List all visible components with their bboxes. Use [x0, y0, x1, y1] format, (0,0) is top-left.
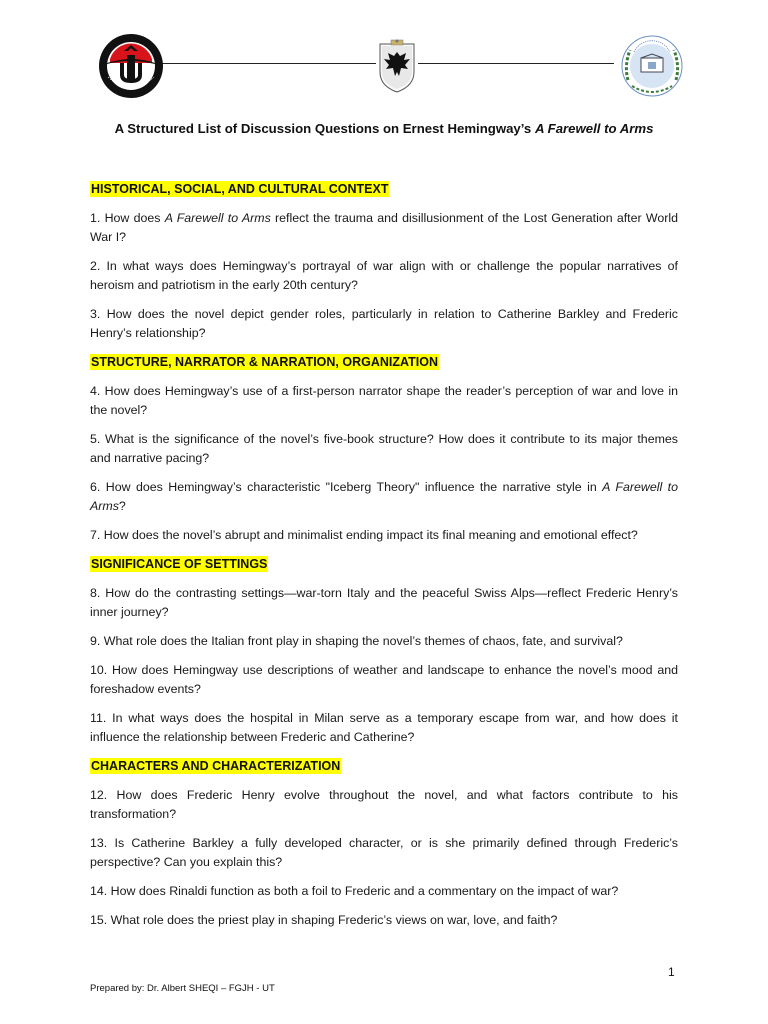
- section-heading: SIGNIFICANCE OF SETTINGS: [91, 557, 268, 571]
- discussion-question: [90, 911, 678, 930]
- document-title: [0, 121, 768, 136]
- discussion-question: [90, 209, 678, 247]
- university-of-tirana-seal-icon: [98, 33, 164, 99]
- title-book: A Farewell to Arms: [534, 121, 654, 136]
- question-text: 12. How does Frederic Henry evolve throughout the novel, and what factors contribute to his transformation?: [90, 788, 678, 821]
- page-number: 1: [668, 965, 675, 979]
- question-text: 4. How does Hemingway’s use of a first-person narrator shape the reader’s perception of war and love in the novel?: [90, 384, 678, 417]
- albanian-coat-of-arms-icon: [376, 38, 418, 94]
- letterhead: [0, 0, 768, 110]
- discussion-question: [90, 709, 678, 747]
- question-text: A Farewell to Arms: [90, 480, 678, 513]
- discussion-question: [90, 382, 678, 420]
- discussion-question: [90, 305, 678, 343]
- discussion-question: [90, 632, 678, 651]
- title-prefix: A Structured List of Discussion Questions on Ernest Hemingway’s: [114, 121, 535, 136]
- question-text: 7. How does the novel’s abrupt and minimalist ending impact its final meaning and emotional effect?: [90, 528, 638, 542]
- section-heading: HISTORICAL, SOCIAL, AND CULTURAL CONTEXT: [91, 182, 389, 196]
- question-text: 9. What role does the Italian front play in shaping the novel’s themes of chaos, fate, and survival?: [90, 634, 623, 648]
- header-rule-right: [418, 63, 614, 64]
- section-heading: CHARACTERS AND CHARACTERIZATION: [91, 759, 341, 773]
- discussion-question: [90, 430, 678, 468]
- question-text: 6. How does Hemingway’s characteristic "Iceberg Theory" influence the narrative style in: [90, 480, 603, 494]
- discussion-question: [90, 834, 678, 872]
- faculty-laurel-seal-icon: [614, 30, 690, 102]
- discussion-question: [90, 882, 678, 901]
- question-text: 14. How does Rinaldi function as both a foil to Frederic and a commentary on the impact of war?: [90, 884, 619, 898]
- question-text: 8. How do the contrasting settings—war-torn Italy and the peaceful Swiss Alps—reflect Frederic Henry’s inner journey?: [90, 586, 678, 619]
- question-text: 11. In what ways does the hospital in Milan serve as a temporary escape from war, and how does it influence the relationship between Frederic and Catherine?: [90, 711, 678, 744]
- question-text: reflect the trauma and disillusionment of the Lost Generation after World War I?: [90, 211, 678, 244]
- header-rule-left: [160, 63, 376, 64]
- question-text: 5. What is the significance of the novel’s five-book structure? How does it contribute to its major themes and narrative pacing?: [90, 432, 678, 465]
- question-list: [90, 180, 678, 940]
- question-text: 3. How does the novel depict gender roles, particularly in relation to Catherine Barkley and Frederic Henry’s relationship?: [90, 307, 678, 340]
- footer-credit: Prepared by: Dr. Albert SHEQI – FGJH - UT: [90, 983, 275, 994]
- question-text: ?: [118, 499, 126, 513]
- section-heading: STRUCTURE, NARRATOR & NARRATION, ORGANIZATION: [91, 355, 438, 369]
- discussion-question: [90, 526, 678, 545]
- discussion-question: [90, 257, 678, 295]
- question-text: 15. What role does the priest play in shaping Frederic’s views on war, love, and faith?: [90, 913, 558, 927]
- discussion-question: [90, 584, 678, 622]
- discussion-question: [90, 661, 678, 699]
- question-text: 2. In what ways does Hemingway’s portrayal of war align with or challenge the popular narratives of heroism and patriotism in the early 20th century?: [90, 259, 678, 292]
- question-text: A Farewell to Arms: [164, 211, 271, 225]
- question-text: 13. Is Catherine Barkley a fully developed character, or is she primarily defined through Frederic’s perspective? Can you explain this?: [90, 836, 678, 869]
- question-text: 10. How does Hemingway use descriptions of weather and landscape to enhance the novel’s mood and foreshadow events?: [90, 663, 678, 696]
- discussion-question: [90, 786, 678, 824]
- question-text: 1. How does: [90, 211, 165, 225]
- discussion-question: [90, 478, 678, 516]
